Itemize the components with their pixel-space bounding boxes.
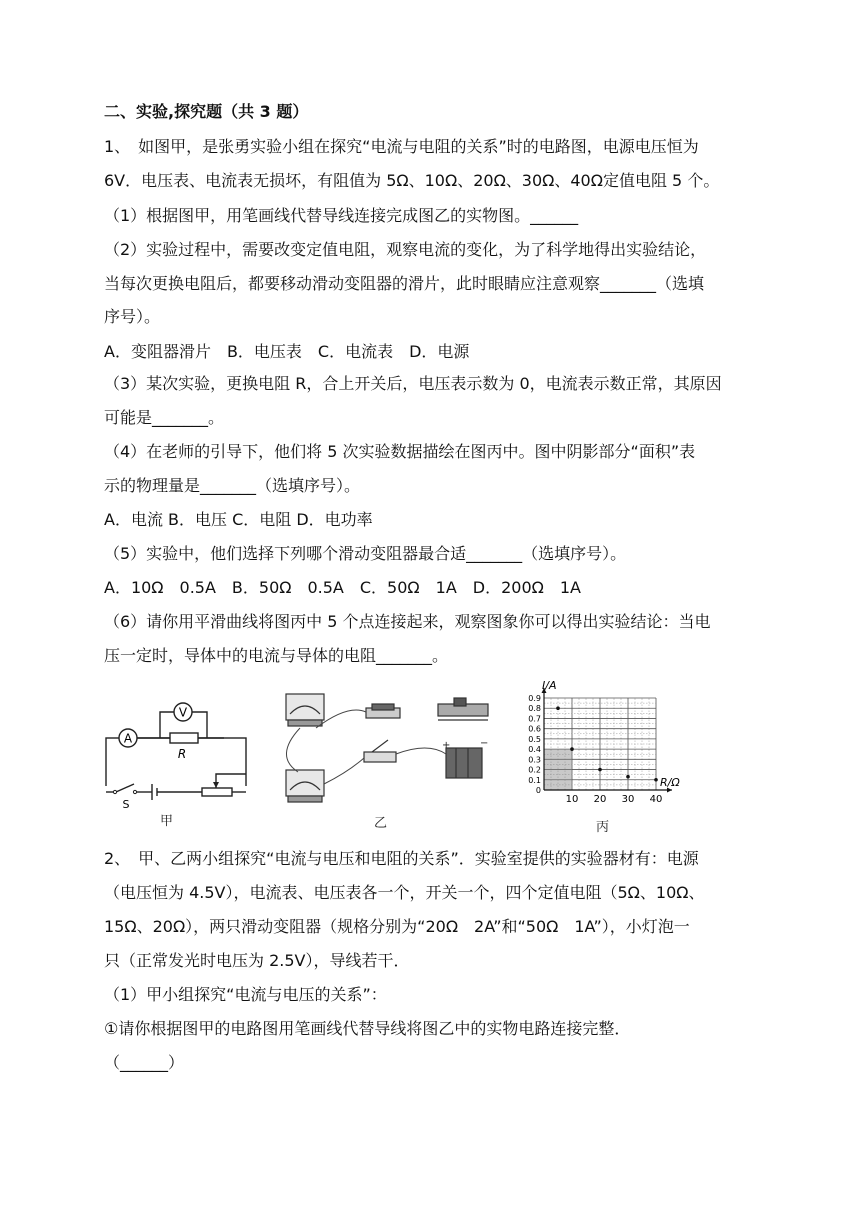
ir-chart <box>520 678 695 833</box>
q1-part-6-line-2: 压一定时，导体中的电流与导体的电阻_______。 <box>104 646 449 665</box>
q1-stem-line-1: 1、 如图甲，是张勇实验小组在探究“电流与电阻的关系”时的电路图，电源电压恒为 <box>104 137 699 156</box>
y-tick-label: 0.2 <box>528 765 541 775</box>
q1-part-4-line-2: 示的物理量是_______（选填序号）。 <box>104 476 361 495</box>
y-tick-label: 0.3 <box>528 755 541 765</box>
q1-part-5: （5）实验中，他们选择下列哪个滑动变阻器最合适_______（选填序号）。 <box>104 544 627 563</box>
q1-part-4-line-1: （4）在老师的引导下，他们将 5 次实验数据描绘在图丙中。图中阴影部分“面积”表 <box>104 442 696 461</box>
q1-part-6-line-1: （6）请你用平滑曲线将图丙中 5 个点连接起来，观察图象你可以得出实验结论：当电 <box>104 612 711 631</box>
data-point <box>570 747 574 751</box>
x-tick-label: 20 <box>593 794 607 805</box>
resistor-block <box>366 704 400 718</box>
data-point <box>556 706 560 710</box>
q2-part-1-item-1: ①请你根据图甲的电路图用笔画线代替导线将图乙中的实物电路连接完整． <box>104 1019 631 1038</box>
q1-part-2-line-1: （2）实验过程中，需要改变定值电阻，观察电流的变化，为了科学地得出实验结论， <box>104 240 707 259</box>
apparatus-illustration <box>268 684 508 829</box>
x-tick-label: 40 <box>649 794 663 805</box>
figure-bing <box>520 678 695 833</box>
resistor-label: R <box>177 747 187 761</box>
q2-stem-line-3: 15Ω、20Ω），两只滑动变阻器（规格分别为“20Ω 2A”和“50Ω 1A”），小灯泡一 <box>104 917 690 936</box>
caption-yi: 乙 <box>374 816 388 831</box>
voltmeter-label: V <box>178 705 188 720</box>
q2-part-1: （1）甲小组探究“电流与电压的关系”： <box>104 985 387 1004</box>
q1-part-2-line-2: 当每次更换电阻后，都要移动滑动变阻器的滑片，此时眼睛应注意观察_______（选填 <box>104 274 705 293</box>
data-point <box>654 778 658 782</box>
caption-bing: 丙 <box>596 820 610 835</box>
y-tick-label: 0.6 <box>528 724 541 734</box>
section-title: 二、实验,探究题（共 3 题） <box>104 102 309 121</box>
q1-part-4-options: A．电流 B．电压 C．电阻 D．电功率 <box>104 510 373 529</box>
y-tick-label: 0.5 <box>528 734 541 744</box>
svg-text:+: + <box>442 740 451 751</box>
chart-xlabel: R/Ω <box>660 776 680 789</box>
chart-ylabel: I/A <box>542 679 557 692</box>
q1-part-3-line-1: （3）某次实验，更换电阻 R，合上开关后，电压表示数为 0，电流表示数正常，其原因 <box>104 374 722 393</box>
ammeter-label: A <box>123 731 133 746</box>
knife-switch <box>364 740 396 762</box>
y-tick-label: 0.4 <box>528 745 541 755</box>
x-tick-label: 30 <box>621 794 635 805</box>
data-point <box>626 775 630 779</box>
q2-answer-blank: （______） <box>104 1053 185 1072</box>
switch-label: S <box>122 798 130 811</box>
shaded-area <box>544 749 572 790</box>
battery-pack <box>442 738 488 778</box>
y-tick-label: 0.1 <box>528 775 541 785</box>
y-tick-label: 0.8 <box>528 704 541 714</box>
q1-part-3-line-2: 可能是_______。 <box>104 408 225 427</box>
q2-stem-line-4: 只（正常发光时电压为 2.5V），导线若干． <box>104 951 410 970</box>
top-meter <box>286 694 324 726</box>
q1-part-5-options: A．10Ω 0.5A B．50Ω 0.5A C．50Ω 1A D．200Ω 1A <box>104 578 581 597</box>
q2-stem-line-1: 2、 甲、乙两小组探究“电流与电压和电阻的关系”．实验室提供的实验器材有：电源 <box>104 849 699 868</box>
figure-yi <box>268 684 508 829</box>
y-tick-label: 0.9 <box>528 694 541 703</box>
x-tick-label: 10 <box>565 794 579 805</box>
y-tick-label: 0 <box>535 786 541 795</box>
svg-text:−: − <box>480 738 489 749</box>
q1-stem-line-2: 6V．电压表、电流表无损坏，有阻值为 5Ω、10Ω、20Ω、30Ω、40Ω定值电阻 5 个。 <box>104 171 720 190</box>
data-point <box>598 768 602 772</box>
q1-part-1: （1）根据图甲，用笔画线代替导线连接完成图乙的实物图。______ <box>104 206 579 225</box>
q1-part-2-line-3: 序号）。 <box>104 307 161 326</box>
figure-jia <box>104 694 254 829</box>
q1-part-2-options: A．变阻器滑片 B．电压表 C．电流表 D．电源 <box>104 342 470 361</box>
bottom-meter <box>286 770 324 802</box>
circuit-diagram <box>104 694 254 824</box>
q2-stem-line-2: （电压恒为 4.5V），电流表、电压表各一个，开关一个，四个定值电阻（5Ω、10Ω、 <box>104 883 705 902</box>
y-tick-label: 0.7 <box>528 714 541 724</box>
rheostat <box>438 698 488 720</box>
caption-jia: 甲 <box>160 814 174 829</box>
